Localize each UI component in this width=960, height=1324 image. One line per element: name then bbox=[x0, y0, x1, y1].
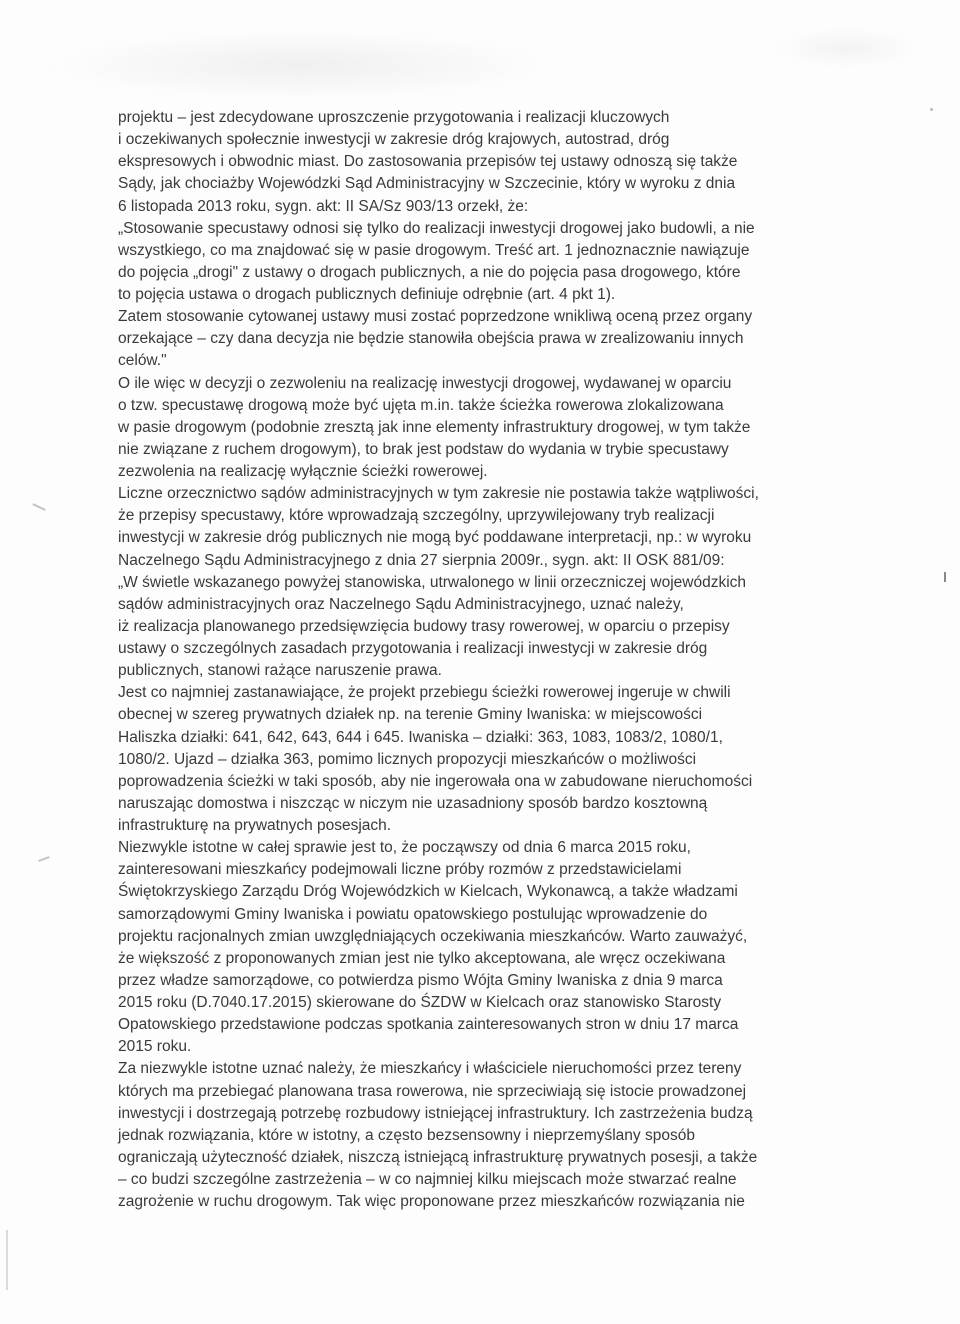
text-line: w pasie drogowym (podobnie zresztą jak inne elementy infrastruktury drogowej, w tym także bbox=[118, 418, 751, 436]
text-line: i oczekiwanych społecznie inwestycji w zakresie dróg krajowych, autostrad, dróg bbox=[118, 131, 670, 149]
text-line: wszystkiego, co ma znajdować się w pasie drogowym. Treść art. 1 jednoznacznie nawiązuje bbox=[118, 241, 750, 259]
text-line: sądów administracyjnych oraz Naczelnego Sądu Administracyjnego, uznać należy, bbox=[118, 595, 684, 613]
text-line: Sądy, jak chociażby Wojewódzki Sąd Administracyjny w Szczecinie, który w wyroku z dnia bbox=[118, 175, 736, 193]
text-line: 6 listopada 2013 roku, sygn. akt: II SA/Sz 903/13 orzekł, że: bbox=[118, 197, 529, 215]
margin-mark bbox=[38, 856, 50, 862]
text-line: naruszając domostwa i niszcząc w niczym nie uzasadniony sposób bardzo kosztowną bbox=[118, 794, 708, 812]
text-line: – co budzi szczególne zastrzeżenia – w co najmniej kilku miejscach może stwarzać realne bbox=[118, 1171, 737, 1188]
text-line: Jest co najmniej zastanawiające, że projekt przebiegu ścieżki rowerowej ingeruje w chwili bbox=[118, 684, 731, 702]
text-line: 2015 roku (D.7040.17.2015) skierowane do ŚZDW w Kielcach oraz stanowisko Starosty bbox=[118, 994, 722, 1011]
text-line: O ile więc w decyzji o zezwoleniu na realizację inwestycji drogowej, wydawanej w oparciu bbox=[118, 374, 732, 392]
text-line: ograniczają użyteczność działek, niszczą istniejącą infrastrukturę prywatnych posesji, a także bbox=[118, 1148, 758, 1166]
text-line: „Stosowanie specustawy odnosi się tylko do realizacji inwestycji drogowej jako budowli, a nie bbox=[118, 219, 755, 237]
text-line: 1080/2. Ujazd – działka 363, pomimo licznych propozycji mieszkańców o możliwości bbox=[118, 750, 697, 768]
text-line: ustawy o szczególnych zasadach przygotowania i realizacji inwestycji w zakresie dróg bbox=[118, 640, 708, 657]
text-line: nie związane z ruchem drogowym), to brak jest podstaw do wydania w trybie specustawy bbox=[118, 440, 729, 458]
text-line: że przepisy specustawy, które wprowadzają szczególny, uprzywilejowany tryb realizacji bbox=[118, 507, 715, 525]
text-line: inwestycji w zakresie dróg publicznych nie mogą być poddawane interpretacji, np.: w wyroku bbox=[118, 529, 752, 547]
text-line: 2015 roku. bbox=[118, 1038, 192, 1056]
text-line: infrastrukturę na prywatnych posesjach. bbox=[118, 817, 392, 834]
text-line: samorządowymi Gminy Iwaniska i powiatu opatowskiego postulując wprowadzenie do bbox=[118, 905, 708, 923]
text-line: jednak rozwiązania, które w istotny, a często bezsensowny i nieprzemyślany sposób bbox=[118, 1126, 695, 1144]
text-line: zainteresowani mieszkańcy podejmowali liczne próby rozmów z przedstawicielami bbox=[118, 861, 682, 879]
text-line: Niezwykle istotne w całej sprawie jest to, że począwszy od dnia 6 marca 2015 roku, bbox=[118, 839, 691, 857]
text-line: projektu racjonalnych zmian uwzględniających oczekiwania mieszkańców. Warto zauważyć, bbox=[118, 927, 748, 945]
text-line: Liczne orzecznictwo sądów administracyjnych w tym zakresie nie postawia także wątpliwości, bbox=[118, 485, 759, 503]
body-text bbox=[118, 107, 918, 1213]
text-line: Za niezwykle istotne uznać należy, że mieszkańcy i właściciele nieruchomości przez tereny bbox=[118, 1060, 742, 1078]
text-line: ekspresowych i obwodnic miast. Do zastosowania przepisów tej ustawy odnoszą się także bbox=[118, 153, 738, 171]
margin-mark bbox=[32, 503, 46, 511]
faded-stamp bbox=[40, 30, 560, 100]
text-line: projektu – jest zdecydowane uproszczenie przygotowania i realizacji kluczowych bbox=[118, 109, 670, 126]
margin-mark bbox=[944, 572, 946, 582]
text-line: o tzw. specustawę drogową może być ujęta m.in. także ścieżka rowerowa zlokalizowana bbox=[118, 396, 724, 414]
text-line: celów." bbox=[118, 352, 167, 370]
text-line: Opatowskiego przedstawione podczas spotkania zainteresowanych stron w dniu 17 marca bbox=[118, 1016, 739, 1034]
text-line: Haliszka działki: 641, 642, 643, 644 i 645. Iwaniska – działki: 363, 1083, 1083/2, 1080/1, bbox=[118, 728, 723, 746]
text-line: poprowadzenia ścieżki w taki sposób, aby nie ingerowała ona w zabudowane nieruchomości bbox=[118, 772, 753, 790]
text-line: zezwolenia na realizację wyłącznie ścieżki rowerowej. bbox=[118, 463, 488, 480]
text-line: przez władze samorządowe, co potwierdza pismo Wójta Gminy Iwaniska z dnia 9 marca bbox=[118, 971, 723, 989]
text-line: obecnej w szereg prywatnych działek np. na terenie Gminy Iwaniska: w miejscowości bbox=[118, 706, 703, 724]
text-line: publicznych, stanowi rażące naruszenie prawa. bbox=[118, 662, 442, 680]
text-line: Zatem stosowanie cytowanej ustawy musi zostać poprzedzone wnikliwą oceną przez organy bbox=[118, 308, 753, 326]
faded-mark-top-right bbox=[770, 28, 920, 68]
scan-edge-mark bbox=[6, 1230, 8, 1290]
text-line: iż realizacja planowanego przedsięwzięcia budowy trasy rowerowej, w oparciu o przepisy bbox=[118, 617, 730, 635]
text-line: to pojęcia ustawa o drogach publicznych definiuje odrębnie (art. 4 pkt 1). bbox=[118, 286, 616, 303]
text-line: których ma przebiegać planowana trasa rowerowa, nie sprzeciwiają się istocie prowadzonej bbox=[118, 1082, 747, 1100]
text-line: inwestycji i dostrzegają potrzebę rozbudowy istniejącej infrastruktury. Ich zastrzeżenia budzą bbox=[118, 1104, 753, 1122]
text-line: że większość z proponowanych zmian jest nie tylko akceptowana, ale wręcz oczekiwana bbox=[118, 949, 726, 967]
text-line: zagrożenie w ruchu drogowym. Tak więc proponowane przez mieszkańców rozwiązania nie bbox=[118, 1193, 745, 1211]
text-line: Naczelnego Sądu Administracyjnego z dnia 27 sierpnia 2009r., sygn. akt: II OSK 881/09: bbox=[118, 551, 725, 569]
text-line: Świętokrzyskiego Zarządu Dróg Wojewódzkich w Kielcach, Wykonawcą, a także władzami bbox=[118, 883, 738, 901]
text-line: orzekające – czy dana decyzja nie będzie stanowiła obejścia prawa w zrealizowaniu innych bbox=[118, 330, 744, 348]
margin-mark bbox=[930, 108, 933, 111]
text-line: do pojęcia „drogi" z ustawy o drogach publicznych, a nie do pojęcia pasa drogowego, które bbox=[118, 263, 741, 281]
text-line: „W świetle wskazanego powyżej stanowiska, utrwalonego w linii orzeczniczej wojewódzkich bbox=[118, 573, 747, 591]
